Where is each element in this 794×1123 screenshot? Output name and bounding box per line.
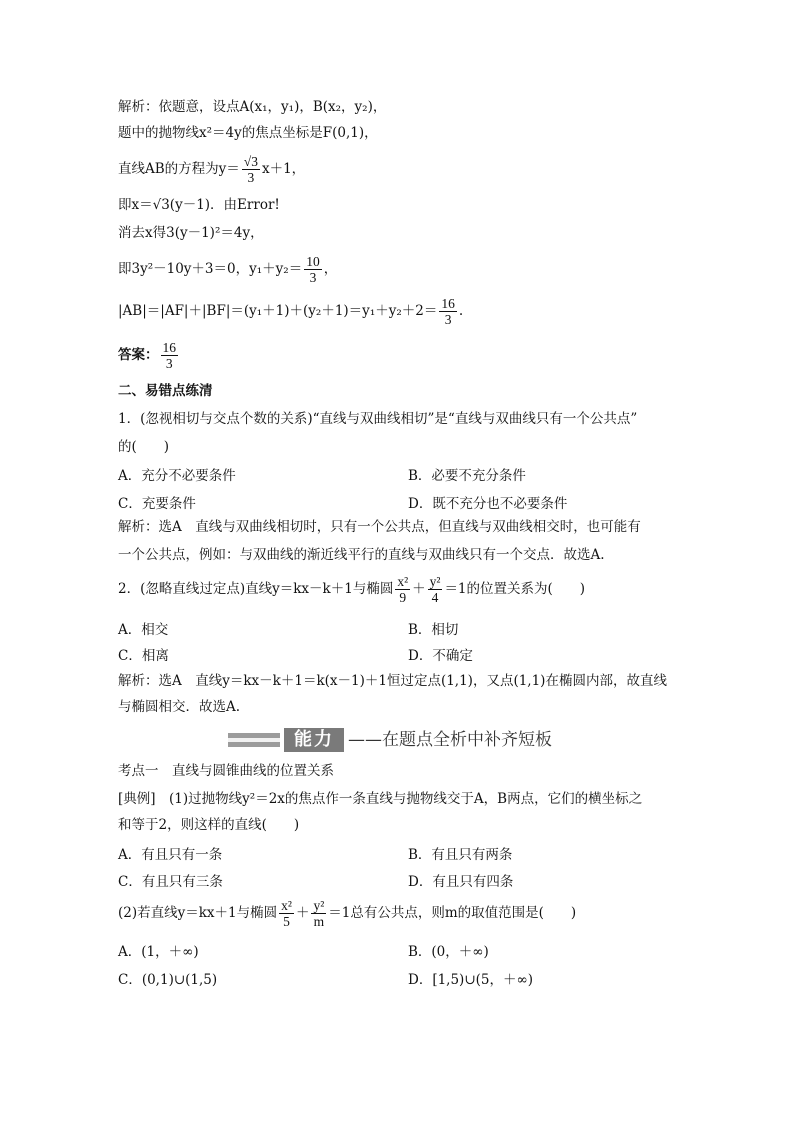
question-1-option-c: C．充要条件 <box>118 496 196 512</box>
fraction-numerator: y² <box>313 898 325 913</box>
example-line-1: [典例] (1)过抛物线y²＝2x的焦点作一条直线与抛物线交于A，B两点，它们的横坐标之 <box>118 791 643 807</box>
solution-line-5: 消去x得3(y－1)²＝4y， <box>118 225 264 241</box>
plus-sign: ＋ <box>295 905 310 921</box>
solution-line-2: 题中的抛物线x²＝4y的焦点坐标是F(0,1)， <box>118 125 378 141</box>
question-2-post: ＝1的位置关系为( ) <box>444 581 586 597</box>
example-2-pre: (2)若直线y＝kx＋1与椭圆 <box>118 905 278 921</box>
topic-heading: 考点一 直线与圆锥曲线的位置关系 <box>118 763 334 779</box>
fraction-denominator: 3 <box>165 356 173 371</box>
question-1-option-b: B．必要不充分条件 <box>408 468 526 484</box>
example-1-option-d: D．有且只有四条 <box>408 874 514 890</box>
answer-line <box>118 336 180 374</box>
fraction-y2-over-4 <box>428 574 443 605</box>
question-2-option-d: D．不确定 <box>408 648 473 664</box>
example-2-option-a: A．(1，＋∞) <box>118 944 199 960</box>
example-2-post: ＝1总有公共点，则m的取值范围是( ) <box>328 905 577 921</box>
fraction-numerator: √3 <box>243 154 258 169</box>
solution-line-3-pre: 直线AB的方程为y＝ <box>118 161 240 177</box>
fraction-16-over-3 <box>439 296 457 327</box>
fraction-denominator: 3 <box>309 270 317 285</box>
question-2-option-b: B．相切 <box>408 622 459 638</box>
fraction-10-over-3 <box>304 254 322 285</box>
question-1-line-2: 的( ) <box>118 439 170 455</box>
question-1-line-1: 1．(忽视相切与交点个数的关系)“直线与双曲线相切”是“直线与双曲线只有一个公共点” <box>118 411 638 427</box>
banner-subtitle: ——在题点全析中补齐短板 <box>348 730 552 750</box>
fraction-sqrt3-over-3 <box>242 154 260 185</box>
solution-line-6-pre: 即3y²－10y＋3＝0，y₁＋y₂＝ <box>118 261 303 277</box>
example-line-2: 和等于2，则这样的直线( ) <box>118 817 300 833</box>
question-2-pre: 2．(忽略直线过定点)直线y＝kx－k＋1与椭圆 <box>118 581 394 597</box>
fraction-denominator: m <box>313 914 325 929</box>
fraction-denominator: 5 <box>283 914 290 929</box>
fraction-denominator: 3 <box>444 312 452 327</box>
question-2-solution-line-2: 与椭圆相交．故选A. <box>118 699 241 715</box>
fraction-numerator: y² <box>429 574 441 589</box>
fraction-numerator: x² <box>281 898 292 913</box>
fraction-x2-over-5 <box>279 898 294 929</box>
fraction-x2-over-9 <box>395 574 410 605</box>
question-2-stem <box>118 570 585 608</box>
fraction-numerator: x² <box>397 574 409 589</box>
example-1-option-c: C．有且只有三条 <box>118 874 223 890</box>
fraction-y2-over-m <box>311 898 326 929</box>
plus-sign: ＋ <box>412 581 426 597</box>
question-1-solution-line-1: 解析：选A 直线与双曲线相切时，只有一个公共点，但直线与双曲线相交时，也可能有 <box>118 519 641 535</box>
banner-decor-stripe <box>228 738 280 742</box>
fraction-numerator: 16 <box>162 340 176 355</box>
answer-fraction <box>161 340 179 371</box>
example-2-option-b: B．(0，＋∞) <box>408 944 489 960</box>
solution-line-6 <box>118 250 337 288</box>
question-1-solution-line-2: 一个公共点，例如：与双曲线的渐近线平行的直线与双曲线只有一个交点．故选A. <box>118 547 605 563</box>
solution-line-7-pre: |AB|＝|AF|＋|BF|＝(y₁＋1)＋(y₂＋1)＝y₁＋y₂＋2＝ <box>118 303 438 319</box>
solution-line-3 <box>118 150 305 188</box>
example-1-option-b: B．有且只有两条 <box>408 847 513 863</box>
answer-label: 答案： <box>118 347 159 363</box>
question-1-option-d: D．既不充分也不必要条件 <box>408 496 568 512</box>
solution-line-3-post: x＋1， <box>261 161 306 177</box>
fraction-denominator: 4 <box>431 590 439 605</box>
section-heading-error-points: 二、易错点练清 <box>118 383 213 399</box>
example-2-option-d: D．[1,5)∪(5，＋∞) <box>408 972 534 988</box>
solution-line-4: 即x＝√3(y－1)．由Error! <box>118 197 280 213</box>
fraction-denominator: 3 <box>247 170 255 185</box>
solution-line-7 <box>118 292 463 330</box>
example-2-stem <box>118 894 576 932</box>
fraction-numerator: 16 <box>441 296 455 311</box>
solution-line-6-post: ， <box>323 261 338 277</box>
fraction-numerator: 10 <box>306 254 320 269</box>
solution-line-1: 解析：依题意，设点A(x₁，y₁)，B(x₂，y₂)， <box>118 99 387 115</box>
question-2-option-a: A．相交 <box>118 622 169 638</box>
ability-section-banner <box>228 728 568 754</box>
banner-title: 能力 <box>284 728 344 752</box>
question-2-solution-line-1: 解析：选A 直线y＝kx－k＋1＝k(x－1)＋1恒过定点(1,1)，又点(1,1)在椭圆内部，故直线 <box>118 673 667 689</box>
question-1-option-a: A．充分不必要条件 <box>118 468 236 484</box>
example-2-option-c: C．(0,1)∪(1,5) <box>118 972 218 988</box>
solution-line-7-post: . <box>458 303 464 319</box>
example-1-option-a: A．有且只有一条 <box>118 847 223 863</box>
question-2-option-c: C．相离 <box>118 648 169 664</box>
fraction-denominator: 9 <box>399 590 407 605</box>
